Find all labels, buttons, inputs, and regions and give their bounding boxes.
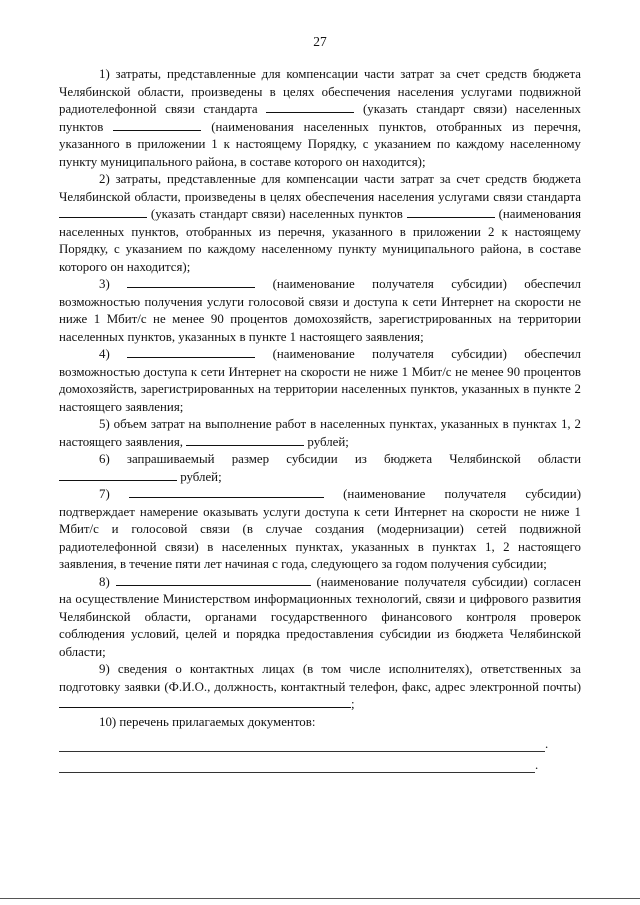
fill-in-blank[interactable] [59,206,147,218]
item-1 [59,66,581,171]
paragraph-text: (наименования населенных пунктов, отобранных из перечня, указанного в приложении 2 к настоящему Порядку, с указанием по каждому населенному пункту муниципального района, в составе которого он находится); [59,207,582,274]
fill-in-blank[interactable] [127,346,255,358]
page-number: 27 [313,34,327,49]
document-body [59,66,581,773]
line-end-mark: . [545,737,549,751]
fill-in-blank[interactable] [407,206,495,218]
paragraph-text: 2) затраты, представленные для компенсации части затрат за счет средств бюджета Челябинской области, произведены в целях обеспечения населения услугами связи стандарта [59,172,581,204]
item-8 [59,574,581,662]
paragraph-text: 3) [99,277,128,291]
paragraph-text: 9) сведения о контактных лицах (в том числе исполнителях), ответственных за подготовку заявки (Ф.И.О., должность, контактный телефон, факс, адрес электронной почты) [59,662,581,694]
fill-in-blank[interactable] [127,276,255,288]
document-list-line[interactable] [59,755,535,773]
item-10 [59,714,581,732]
fill-in-blank[interactable] [113,119,201,131]
line-end-mark: . [535,758,539,772]
paragraph-text: (указать стандарт связи) населенных пунктов [59,102,582,134]
paragraph-text: ; [351,697,355,711]
fill-in-blank[interactable] [59,469,177,481]
item-4 [59,346,581,416]
paragraph-text: (наименование получателя субсидии) обеспечил возможностью получения услуги голосовой связи и доступа к сети Интернет на скорости не ниже 1 Мбит/с не менее 90 процентов домохозяйств, зарегистрированных на территории населенных пунктов, указанных в пункте 1 настоящего заявления; [59,277,581,344]
paragraph-text: рублей; [177,469,222,484]
item-7 [59,486,581,574]
paragraph-text: 7) [99,487,129,501]
document-list-line[interactable] [59,734,545,752]
fill-in-blank[interactable] [129,486,324,498]
paragraph-text: 4) [99,347,128,361]
paragraph-text: 5) объем затрат на выполнение работ в населенных пунктах, указанных в пунктах 1, 2 настоящего заявления, [59,417,581,449]
paragraph-text: (указать стандарт связи) населенных пунктов [147,207,407,221]
item-6 [59,451,581,486]
paragraph-text: рублей; [304,434,349,449]
item-2 [59,171,581,276]
fill-in-blank[interactable] [116,574,311,586]
paragraph-text: (наименование получателя субсидии) обеспечил возможностью доступа к сети Интернет на скорости не ниже 1 Мбит/с не менее 90 процентов домохозяйств, зарегистрированных на территории населенных пунктов, указанных в пункте 2 настоящего заявления; [59,347,581,414]
item-3 [59,276,581,346]
paragraph-text: 1) затраты, представленные для компенсации части затрат за счет средств бюджета Челябинской области, произведены в целях обеспечения населения услугами подвижной радиотелефонной связи стандарта [59,67,581,116]
paragraph-text: (наименования населенных пунктов, отобранных из перечня, указанного в приложении 1 к настоящему Порядку, с указанием по каждому населенному пункту муниципального района, в составе которого он находится); [59,119,581,169]
paragraph-text: 8) [99,574,116,589]
paragraph-text: 10) перечень прилагаемых документов: [99,714,316,729]
fill-in-blank[interactable] [186,434,304,446]
fill-in-blank[interactable] [266,101,354,113]
bottom-rule [0,898,640,899]
paragraph-text: 6) запрашиваемый размер субсидии из бюджета Челябинской области [99,452,581,466]
paragraph-text: (наименование получателя субсидии) подтверждает намерение оказывать услуги доступа к сети Интернет на скорости не ниже 1 Мбит/с и голосовой связи (в случае создания (модернизации) сетей подвижной радиотелефонной связи) в населенных пунктах, указанных в пунктах 1, 2 настоящего заявления, в течение пяти лет начиная с года, следующего за годом получения субсидии; [59,487,581,571]
fill-in-blank[interactable] [59,696,351,708]
paragraph-text: (наименование получателя субсидии) согласен на осуществление Министерством информационных технологий, связи и цифрового развития Челябинской области, органами государственного финансового контроля проверок соблюдения условий, целей и порядка предоставления субсидии из бюджета Челябинской области; [59,574,581,659]
item-9 [59,661,581,714]
item-5 [59,416,581,451]
